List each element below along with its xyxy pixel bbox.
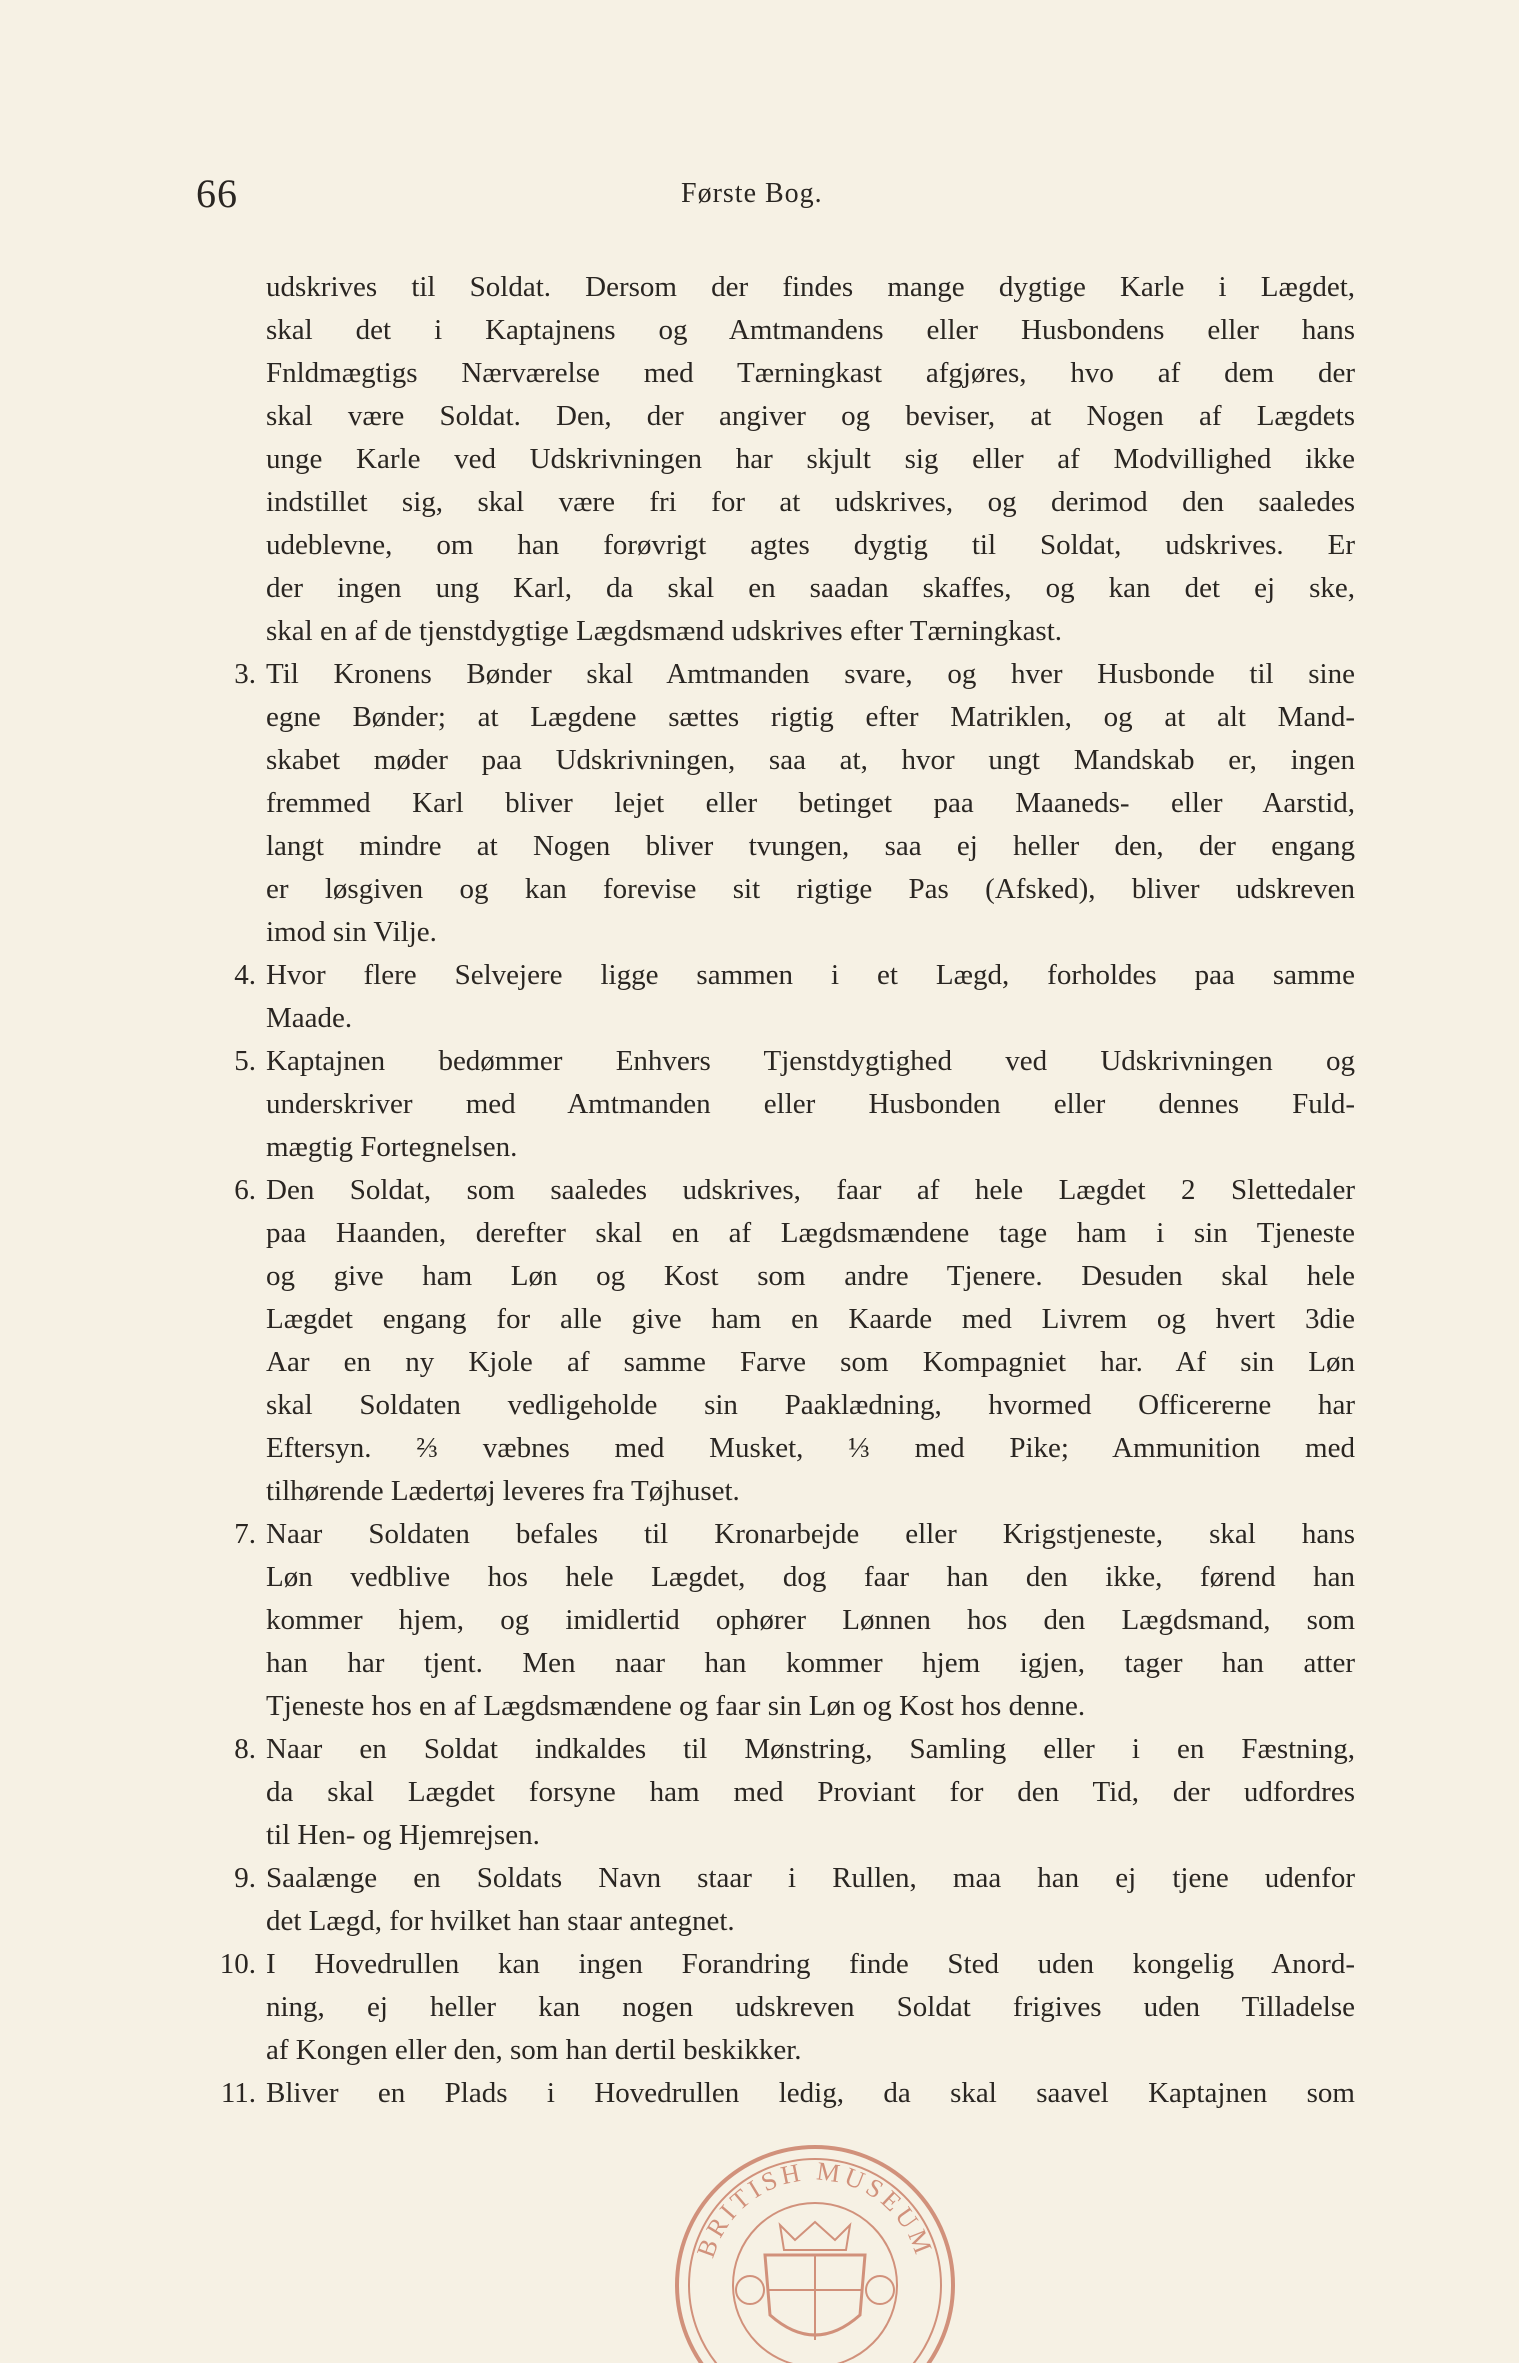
text-line: tilhørende Lædertøj leveres fra Tøjhuset. bbox=[266, 1475, 740, 1507]
text-line: I Hovedrullen kan ingen Forandring finde Sted uden kongelig Anord- bbox=[266, 1948, 1355, 1980]
paragraph-number: 11. bbox=[220, 2077, 256, 2109]
text-line: unge Karle ved Udskrivningen har skjult sig eller af Modvillighed ikke bbox=[266, 443, 1355, 475]
numbered-paragraph bbox=[220, 2072, 1355, 2115]
text-line: fremmed Karl bliver lejet eller betinget paa Maaneds- eller Aarstid, bbox=[266, 787, 1355, 819]
text-line: udeblevne, om han forøvrigt agtes dygtig til Soldat, udskrives. Er bbox=[266, 529, 1355, 561]
text-line: Løn vedblive hos hele Lægdet, dog faar han den ikke, førend han bbox=[266, 1561, 1355, 1593]
numbered-paragraph bbox=[234, 1040, 1355, 1169]
museum-seal-icon bbox=[670, 2140, 960, 2363]
text-line: det Lægd, for hvilket han staar antegnet. bbox=[266, 1905, 735, 1937]
svg-text:BRITISH MUSEUM bbox=[691, 2156, 939, 2261]
paragraph-number: 9. bbox=[234, 1862, 256, 1894]
text-line: er løsgiven og kan forevise sit rigtige Pas (Afsked), bliver udskreven bbox=[266, 873, 1355, 905]
text-line: skal Soldaten vedligeholde sin Paaklædning, hvormed Officererne har bbox=[266, 1389, 1355, 1421]
text-line: Tjeneste hos en af Lægdsmændene og faar sin Løn og Kost hos denne. bbox=[266, 1690, 1086, 1722]
text-line: skal det i Kaptajnens og Amtmandens eller Husbondens eller hans bbox=[266, 314, 1355, 346]
text-line: kommer hjem, og imidlertid ophører Lønnen hos den Lægdsmand, som bbox=[266, 1604, 1355, 1636]
text-line: Maade. bbox=[266, 1002, 353, 1034]
numbered-paragraph bbox=[234, 1169, 1355, 1513]
text-line: langt mindre at Nogen bliver tvungen, saa ej heller den, der engang bbox=[266, 830, 1355, 862]
paragraph-number: 8. bbox=[234, 1733, 256, 1765]
text-line: Fnldmægtigs Nærværelse med Tærningkast afgjøres, hvo af dem der bbox=[266, 357, 1355, 389]
paragraph-number: 6. bbox=[234, 1174, 256, 1206]
paragraph-number: 7. bbox=[234, 1518, 256, 1550]
text-line: Den Soldat, som saaledes udskrives, faar af hele Lægdet 2 Slettedaler bbox=[266, 1174, 1355, 1206]
text-line: skabet møder paa Udskrivningen, saa at, hvor ungt Mandskab er, ingen bbox=[266, 744, 1355, 776]
text-line: der ingen ung Karl, da skal en saadan skaffes, og kan det ej ske, bbox=[266, 572, 1355, 604]
text-line: Naar en Soldat indkaldes til Mønstring, Samling eller i en Fæstning, bbox=[266, 1733, 1355, 1765]
text-line: udskrives til Soldat. Dersom der findes mange dygtige Karle i Lægdet, bbox=[266, 271, 1355, 303]
text-line: Bliver en Plads i Hovedrullen ledig, da skal saavel Kaptajnen som bbox=[266, 2077, 1355, 2109]
text-line: Hvor flere Selvejere ligge sammen i et Lægd, forholdes paa samme bbox=[266, 959, 1355, 991]
text-line: paa Haanden, derefter skal en af Lægdsmændene tage ham i sin Tjeneste bbox=[266, 1217, 1355, 1249]
paragraph-number: 4. bbox=[234, 959, 256, 991]
text-line: Lægdet engang for alle give ham en Kaarde med Livrem og hvert 3die bbox=[266, 1303, 1355, 1335]
paragraph-number: 3. bbox=[234, 658, 256, 690]
numbered-paragraph bbox=[234, 1728, 1355, 1857]
text-line: egne Bønder; at Lægdene sættes rigtig efter Matriklen, og at alt Mand- bbox=[266, 701, 1355, 733]
text-line: Aar en ny Kjole af samme Farve som Kompagniet har. Af sin Løn bbox=[266, 1346, 1355, 1378]
numbered-paragraph bbox=[234, 954, 1355, 1040]
paragraph-number: 10. bbox=[219, 1948, 256, 1980]
text-line: han har tjent. Men naar han kommer hjem igjen, tager han atter bbox=[266, 1647, 1355, 1679]
stamp-legend: BRITISH MUSEUM bbox=[691, 2156, 940, 2262]
british-museum-stamp bbox=[670, 2140, 960, 2363]
text-line: Naar Soldaten befales til Kronarbejde eller Krigstjeneste, skal hans bbox=[266, 1518, 1355, 1550]
intro-paragraph bbox=[266, 266, 1355, 653]
text-line: imod sin Vilje. bbox=[266, 916, 437, 948]
text-line: Eftersyn. ⅔ væbnes med Musket, ⅓ med Pike; Ammunition med bbox=[266, 1432, 1355, 1464]
text-line: skal være Soldat. Den, der angiver og beviser, at Nogen af Lægdets bbox=[266, 400, 1355, 432]
numbered-paragraph bbox=[234, 653, 1355, 954]
numbered-paragraph bbox=[234, 1513, 1355, 1728]
text-line: Til Kronens Bønder skal Amtmanden svare, og hver Husbonde til sine bbox=[266, 658, 1355, 690]
numbered-paragraph bbox=[234, 1857, 1355, 1943]
page-number: 66 bbox=[196, 171, 238, 216]
numbered-paragraph bbox=[219, 1943, 1355, 2072]
text-line: af Kongen eller den, som han dertil beskikker. bbox=[266, 2034, 802, 2066]
text-line: og give ham Løn og Kost som andre Tjenere. Desuden skal hele bbox=[266, 1260, 1355, 1292]
text-line: underskriver med Amtmanden eller Husbonden eller dennes Fuld- bbox=[266, 1088, 1355, 1120]
text-line: indstillet sig, skal være fri for at udskrives, og derimod den saaledes bbox=[266, 486, 1355, 518]
text-line: ning, ej heller kan nogen udskreven Soldat frigives uden Tilladelse bbox=[266, 1991, 1355, 2023]
text-line: Kaptajnen bedømmer Enhvers Tjenstdygtighed ved Udskrivningen og bbox=[266, 1045, 1355, 1077]
body-text bbox=[190, 266, 1355, 2115]
paragraph-number: 5. bbox=[234, 1045, 256, 1077]
text-line: mægtig Fortegnelsen. bbox=[266, 1131, 518, 1163]
page-header bbox=[196, 170, 1346, 220]
text-line: skal en af de tjenstdygtige Lægdsmænd udskrives efter Tærningkast. bbox=[266, 615, 1063, 647]
text-line: Saalænge en Soldats Navn staar i Rullen, maa han ej tjene udenfor bbox=[266, 1862, 1355, 1894]
running-title: Første Bog. bbox=[681, 178, 823, 209]
text-line: til Hen- og Hjemrejsen. bbox=[266, 1819, 540, 1851]
text-line: da skal Lægdet forsyne ham med Proviant for den Tid, der udfordres bbox=[266, 1776, 1355, 1808]
